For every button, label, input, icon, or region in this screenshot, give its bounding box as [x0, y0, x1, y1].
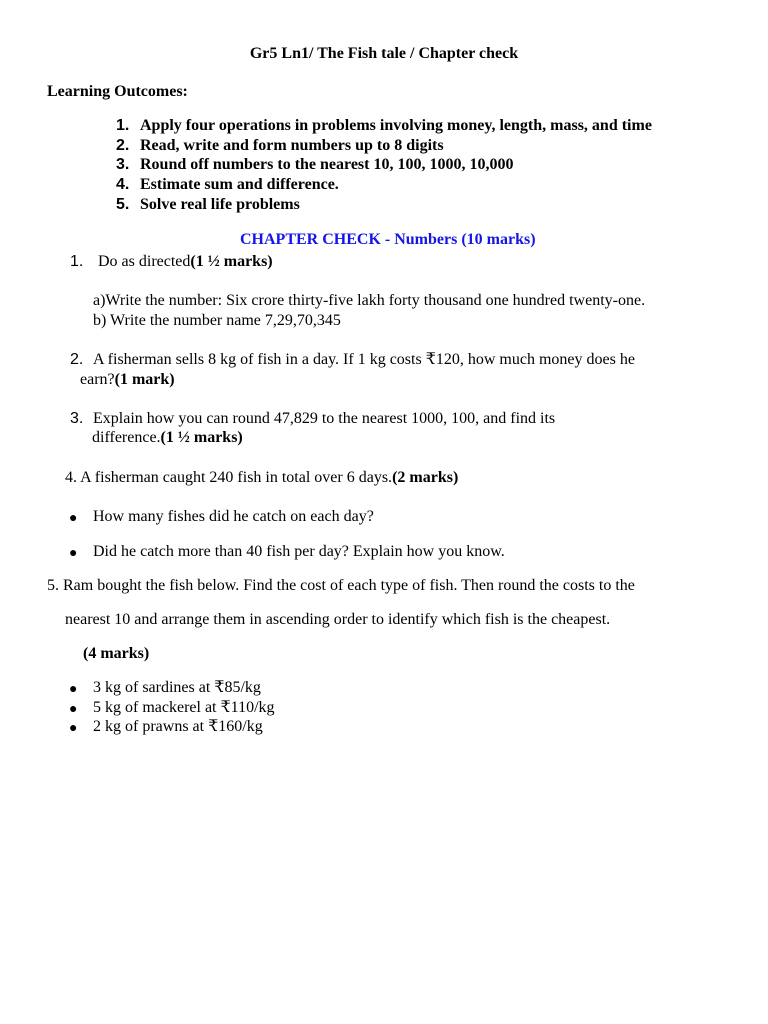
question-5-line-2: nearest 10 and arrange them in ascending order to identify which fish is the cheapest. — [65, 611, 611, 628]
chapter-check-heading: CHAPTER CHECK - Numbers (10 marks) — [240, 231, 536, 248]
list-item: 2. Read, write and form numbers up to 8 digits — [116, 137, 444, 154]
list-item: 4. Estimate sum and difference. — [116, 176, 339, 193]
question-4: 4. A fisherman caught 240 fish in total over 6 days.(2 marks) — [65, 469, 459, 486]
question-2: 2. A fisherman sells 8 kg of fish in a day. If 1 kg costs ₹120, how much money does he — [70, 351, 635, 368]
list-item: Did he catch more than 40 fish per day? Explain how you know. — [93, 543, 505, 560]
marks-label: (1 mark) — [114, 371, 175, 388]
list-item: 3. Round off numbers to the nearest 10, 100, 1000, 10,000 — [116, 156, 514, 173]
question-3: 3. Explain how you can round 47,829 to the nearest 1000, 100, and find its — [70, 410, 556, 427]
list-item: 5. Solve real life problems — [116, 196, 300, 213]
question-5: 5. Ram bought the fish below. Find the cost of each type of fish. Then round the costs to the — [47, 577, 635, 594]
bullet-icon: ● — [69, 544, 78, 560]
marks-label: (1 ½ marks) — [190, 253, 273, 270]
list-item: 5 kg of mackerel at ₹110/kg — [93, 699, 275, 716]
question-2-line-2: earn?(1 mark) — [80, 371, 175, 388]
bullet-icon: ● — [69, 509, 78, 525]
marks-label: (2 marks) — [392, 469, 459, 486]
bullet-icon: ● — [69, 719, 78, 735]
outcomes-heading: Learning Outcomes: — [47, 83, 188, 100]
question-1: 1. Do as directed(1 ½ marks) — [70, 253, 273, 270]
marks-label: (4 marks) — [83, 645, 150, 662]
list-item: 2 kg of prawns at ₹160/kg — [93, 718, 263, 735]
question-1-part-b: b) Write the number name 7,29,70,345 — [93, 312, 341, 329]
marks-label: (1 ½ marks) — [160, 429, 243, 446]
list-item: 3 kg of sardines at ₹85/kg — [93, 679, 261, 696]
list-item: 1. Apply four operations in problems involving money, length, mass, and time — [116, 117, 652, 134]
bullet-icon: ● — [69, 680, 78, 696]
bullet-icon: ● — [69, 700, 78, 716]
page-title: Gr5 Ln1/ The Fish tale / Chapter check — [249, 45, 519, 62]
question-1-part-a: a)Write the number: Six crore thirty-five lakh forty thousand one hundred twenty-one. — [93, 292, 646, 309]
list-item: How many fishes did he catch on each day? — [93, 508, 374, 525]
question-3-line-2: difference.(1 ½ marks) — [92, 429, 243, 446]
